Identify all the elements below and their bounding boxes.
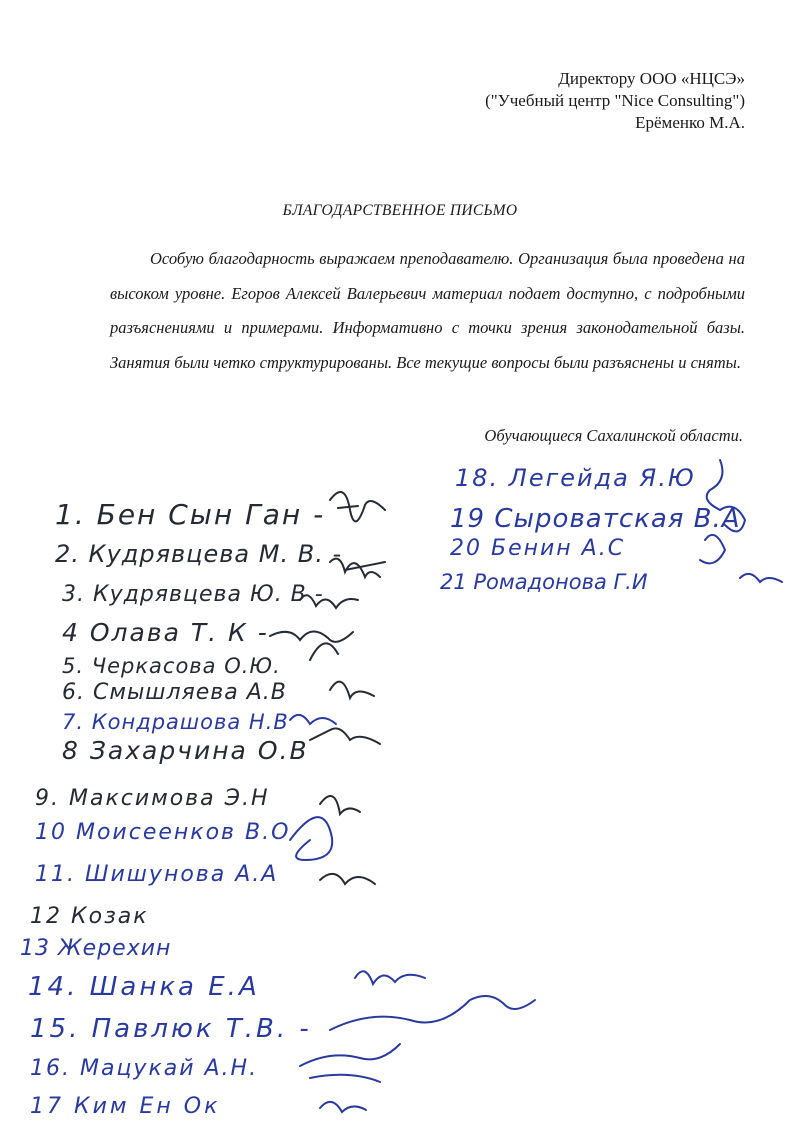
signature-entry: 15. Павлюк Т.В. - (30, 1014, 312, 1044)
signature-entry: 9. Максимова Э.Н (35, 786, 270, 811)
signature-entry: 8 Захарчина О.В (62, 736, 309, 765)
signature-entry: 20 Бенин А.С (450, 536, 626, 561)
letter-body: Особую благодарность выражаем преподавателю. Организация была проведена на высоком уровне. Егоров Алексей Валерьевич материал подает доступно, с подробными разъяснениями и примерами. Информативно с точки зрения законодательной базы. Занятия были четко структурированы. Все текущие вопросы были разъяснены и сняты. (110, 249, 745, 372)
letter-signoff: Обучающиеся Сахалинской области. (484, 426, 743, 445)
signature-mark (290, 817, 332, 860)
letter-title: БЛАГОДАРСТВЕННОЕ ПИСЬМО (282, 202, 518, 219)
signature-mark (300, 1044, 400, 1082)
signature-mark (707, 460, 723, 510)
signature-entry: 5. Черкасова О.Ю. (62, 654, 281, 678)
signature-mark (320, 796, 360, 814)
signature-mark (720, 507, 745, 532)
signature-mark (320, 874, 375, 884)
signature-entry: 10 Моисеенков В.О (35, 820, 291, 845)
signature-mark (330, 559, 385, 577)
signature-mark (290, 715, 336, 724)
signature-entry: 14. Шанка Е.А (28, 972, 260, 1002)
signature-entry: 2. Кудрявцева М. В. - (55, 540, 343, 568)
signature-entry: 13 Жерехин (20, 936, 172, 961)
addressee-line: Директору ООО «НЦСЭ» (558, 69, 745, 88)
signature-entry: 3. Кудрявцева Ю. В - (62, 582, 324, 607)
signature-entry: 21 Ромадонова Г.И (440, 570, 648, 594)
signature-mark (310, 728, 380, 744)
signature-entry: 19 Сыроватская В.А (450, 504, 741, 534)
signature-mark (740, 574, 782, 582)
signature-entry: 12 Козак (30, 904, 149, 929)
signature-mark (355, 971, 425, 984)
signature-entry: 6. Смышляева А.В (62, 680, 287, 705)
signature-entry: 17 Ким Ен Ок (30, 1094, 221, 1119)
signature-mark (330, 682, 374, 698)
addressee-line: Ерёменко М.А. (635, 113, 745, 132)
signature-mark (330, 996, 535, 1030)
signature-entry: 1. Бен Сын Ган - (55, 498, 326, 531)
signature-entry: 11. Шишунова А.А (35, 862, 279, 887)
addressee-line: ("Учебный центр "Nice Consulting") (485, 91, 745, 110)
signature-mark (300, 595, 358, 608)
signature-mark (320, 1102, 366, 1112)
signature-entry: 7. Кондрашова Н.В (62, 710, 289, 734)
signature-entry: 16. Мацукай А.Н. (30, 1056, 259, 1081)
signature-entry: 18. Легейда Я.Ю (455, 464, 696, 492)
signature-mark (330, 492, 385, 521)
signature-mark (270, 631, 353, 660)
signature-entry: 4 Олава Т. К - (62, 618, 269, 647)
signature-mark (700, 535, 725, 563)
